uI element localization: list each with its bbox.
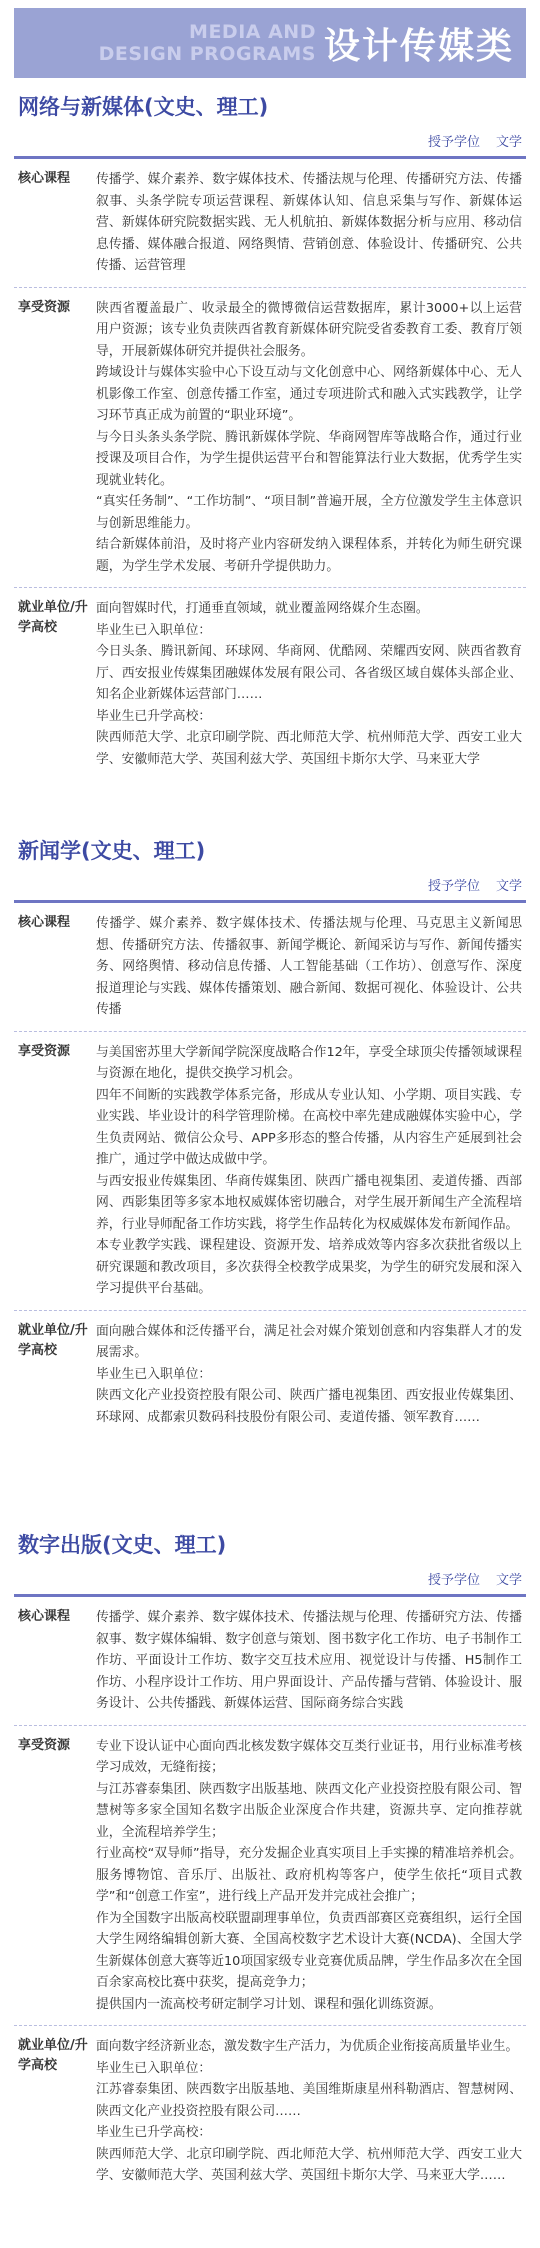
- section-title: 数字出版(文史、理工): [18, 1533, 227, 1557]
- row-content: [96, 1736, 526, 2016]
- paragraph: 毕业生已升学高校：: [96, 2125, 212, 2140]
- row-label: 核心课程: [18, 1609, 71, 1624]
- degree-label: 授予学位: [427, 135, 480, 150]
- banner-en-line2: DESIGN PROGRAMS: [98, 43, 316, 65]
- banner-title: 设计传媒类: [323, 25, 514, 67]
- paragraph: 与美国密苏里大学新闻学院深度战略合作12年，享受全球顶尖传播领域课程与资源在地化，提供交换学习机会。: [96, 1044, 522, 1081]
- row-content: [96, 913, 526, 1021]
- divider: [14, 1031, 526, 1032]
- section-digital-publishing: [14, 1530, 526, 2187]
- row-label: 就业单位/升学高校: [18, 600, 88, 635]
- divider: [14, 587, 526, 588]
- divider: [14, 287, 526, 288]
- paragraph: 陕西文化产业投资控股有限公司、陕西广播电视集团、西安报业传媒集团、环球网、成都索贝数码科技股份有限公司、麦道传播、领军教育……: [96, 1388, 522, 1425]
- paragraph: 毕业生已入职单位：: [96, 2060, 212, 2076]
- banner-english-title: [99, 21, 316, 65]
- degree-label: 授予学位: [427, 879, 480, 894]
- row-content: [96, 1321, 526, 1429]
- paragraph: 提供国内一流高校考研定制学习计划、课程和强化训练资源。: [96, 1996, 442, 2012]
- row-label: 就业单位/升学高校: [18, 1322, 88, 1358]
- degree-label: 授予学位: [427, 1573, 480, 1588]
- banner: [14, 8, 526, 78]
- paragraph: “真实任务制”、“工作坊制”、“项目制”普遍开展，全方位激发学生主体意识与创新思维能力。: [96, 494, 522, 531]
- row-resources: [14, 298, 526, 578]
- row-label: 享受资源: [18, 1737, 71, 1753]
- paragraph: 专业下设认证中心面向西北核发数字媒体交互类行业证书，用行业标准考核学习成效，无缝衔接；: [96, 1738, 522, 1775]
- paragraph: 四年不间断的实践教学体系完备，形成从专业认知、小学期、项目实践、专业实践、毕业设计的科学管理阶梯。在高校中率先建成融媒体实验中心，学生负责网站、微信公众号、APP多形态的整合传播，从内容生产延展到社会推广，通过学中做达成做中学。: [96, 1087, 522, 1167]
- paragraph: 传播学、媒介素养、数字媒体技术、传播法规与伦理、马克思主义新闻思想、传播研究方法、传播叙事、新闻学概论、新闻采访与写作、新闻传播实务、网络舆情、移动信息传播、人工智能基础（工作坊）、创意写作、深度报道理论与实践、媒体传播策划、融合新闻、数据可视化、体验设计、公共传播: [96, 916, 522, 1017]
- paragraph: 面向融合媒体和泛传播平台，满足社会对媒介策划创意和内容集群人才的发展需求。: [96, 1323, 522, 1360]
- degree-value: 文学: [495, 879, 522, 894]
- section-network-new-media: [14, 92, 526, 770]
- paragraph: 今日头条、腾讯新闻、环球网、华商网、优酷网、荣耀西安网、陕西省教育厅、西安报业传媒集团融媒体发展有限公司、各省级区域自媒体头部企业、知名企业新媒体运营部门……: [96, 644, 522, 702]
- row-core-courses: [14, 169, 526, 277]
- divider: [14, 2025, 526, 2026]
- divider: [14, 1310, 526, 1311]
- row-resources: [14, 1042, 526, 1300]
- row-content: [96, 1607, 526, 1715]
- paragraph: 与江苏睿泰集团、陕西数字出版基地、陕西文化产业投资控股有限公司、智慧树等多家全国知名数字出版企业深度合作共建，资源共享、定向推荐就业，全流程培养学生；: [96, 1781, 522, 1840]
- row-label: 享受资源: [18, 1043, 71, 1059]
- row-label: 享受资源: [18, 299, 71, 315]
- degree-row: [14, 1568, 526, 1597]
- row-employment: [14, 1321, 526, 1429]
- row-content: [96, 1042, 526, 1300]
- paragraph: 面向数字经济新业态，激发数字生产活力，为优质企业衔接高质量毕业生。: [96, 2039, 519, 2054]
- paragraph: 毕业生已入职单位：: [96, 622, 212, 638]
- row-content: [96, 169, 526, 277]
- paragraph: 江苏睿泰集团、陕西数字出版基地、美国维斯康星州科勒酒店、智慧树网、陕西文化产业投资控股有限公司……: [96, 2082, 522, 2119]
- section-journalism: [14, 836, 526, 1428]
- paragraph: 结合新媒体前沿，及时将产业内容研发纳入课程体系，并转化为师生研究课题，为学生学术发展、考研升学提供助力。: [96, 537, 522, 574]
- degree-row: [14, 130, 526, 159]
- row-label: 就业单位/升学高校: [18, 2038, 88, 2073]
- paragraph: 陕西省覆盖最广、收录最全的微博微信运营数据库，累计3000+以上运营用户资源；该专业负责陕西省教育新媒体研究院受省委教育工委、教育厅领导，开展新媒体研究并提供社会服务。: [96, 300, 522, 359]
- degree-value: 文学: [495, 1573, 522, 1588]
- row-core-courses: [14, 1607, 526, 1715]
- paragraph: 毕业生已升学高校：: [96, 708, 212, 724]
- row-employment: [14, 598, 526, 770]
- paragraph: 面向智媒时代，打通垂直领域，就业覆盖网络媒介生态圈。: [96, 601, 429, 616]
- row-employment: [14, 2036, 526, 2187]
- paragraph: 行业高校“双导师”指导，充分发掘企业真实项目上手实操的精准培养机会。服务博物馆、音乐厅、出版社、政府机构等客户，使学生依托“项目式教学”和“创意工作室”，进行线上产品开发并完成社会推广；: [96, 1846, 522, 1904]
- paragraph: 毕业生已入职单位：: [96, 1366, 212, 1382]
- paragraph: 传播学、媒介素养、数字媒体技术、传播法规与伦理、传播研究方法、传播叙事、头条学院专项运营课程、新媒体认知、信息采集与写作、新媒体运营、新媒体研究院数据实践、无人机航拍、新媒体数据分析与应用、移动信息传播、媒体融合报道、网络舆情、营销创意、体验设计、传播研究、公共传播、运营管理: [96, 172, 522, 273]
- section-title: 新闻学(文史、理工): [18, 839, 206, 863]
- degree-row: [14, 874, 526, 903]
- degree-value: 文学: [495, 135, 522, 150]
- banner-en-line1: MEDIA AND: [189, 21, 316, 43]
- row-content: [96, 598, 526, 770]
- section-title: 网络与新媒体(文史、理工): [18, 95, 269, 119]
- paragraph: 传播学、媒介素养、数字媒体技术、传播法规与伦理、传播研究方法、传播叙事、数字媒体编辑、数字创意与策划、图书数字化工作坊、电子书制作工作坊、平面设计工作坊、数字交互技术应用、视觉设计与传播、H5制作工作坊、小程序设计工作坊、用户界面设计、产品传播与营销、体验设计、服务设计、公共传播践、新媒体运营、国际商务综合实践: [96, 1610, 522, 1711]
- row-label: 核心课程: [18, 171, 71, 186]
- paragraph: 与西安报业传媒集团、华商传媒集团、陕西广播电视集团、麦道传播、西部网、西影集团等多家本地权威媒体密切融合，对学生展开新闻生产全流程培养，行业导师配备工作坊实践，将学生作品转化为权威媒体发布新闻作品。: [96, 1173, 522, 1232]
- paragraph: 与今日头条头条学院、腾讯新媒体学院、华商网智库等战略合作，通过行业授课及项目合作，为学生提供运营平台和智能算法行业大数据，优秀学生实现就业转化。: [96, 429, 522, 488]
- row-core-courses: [14, 913, 526, 1021]
- row-label: 核心课程: [18, 915, 71, 930]
- divider: [14, 1725, 526, 1726]
- paragraph: 作为全国数字出版高校联盟副理事单位，负责西部赛区竞赛组织，运行全国大学生网络编辑创新大赛、全国高校数字艺术设计大赛(NCDA)、全国大学生新媒体创意大赛等近10项国家级专业竞赛优质品牌，学生作品多次在全国百余家高校比赛中获奖，提高竞争力；: [96, 1910, 522, 1990]
- paragraph: 跨域设计与媒体实验中心下设互动与文化创意中心、网络新媒体中心、无人机影像工作室、创意传播工作室，通过专项进阶式和融入式实践教学，让学习环节真正成为前置的“职业环境”。: [96, 365, 522, 423]
- paragraph: 本专业教学实践、课程建设、资源开发、培养成效等内容多次获批省级以上研究课题和教改项目，多次获得全校教学成果奖，为学生的研究发展和深入学习提供平台基础。: [96, 1238, 522, 1296]
- row-content: [96, 2036, 526, 2187]
- paragraph: 陕西师范大学、北京印刷学院、西北师范大学、杭州师范大学、西安工业大学、安徽师范大学、英国利兹大学、英国纽卡斯尔大学、马来亚大学……: [96, 2146, 522, 2183]
- paragraph: 陕西师范大学、北京印刷学院、西北师范大学、杭州师范大学、西安工业大学、安徽师范大学、英国利兹大学、英国纽卡斯尔大学、马来亚大学: [96, 730, 522, 767]
- row-content: [96, 298, 526, 578]
- row-resources: [14, 1736, 526, 2016]
